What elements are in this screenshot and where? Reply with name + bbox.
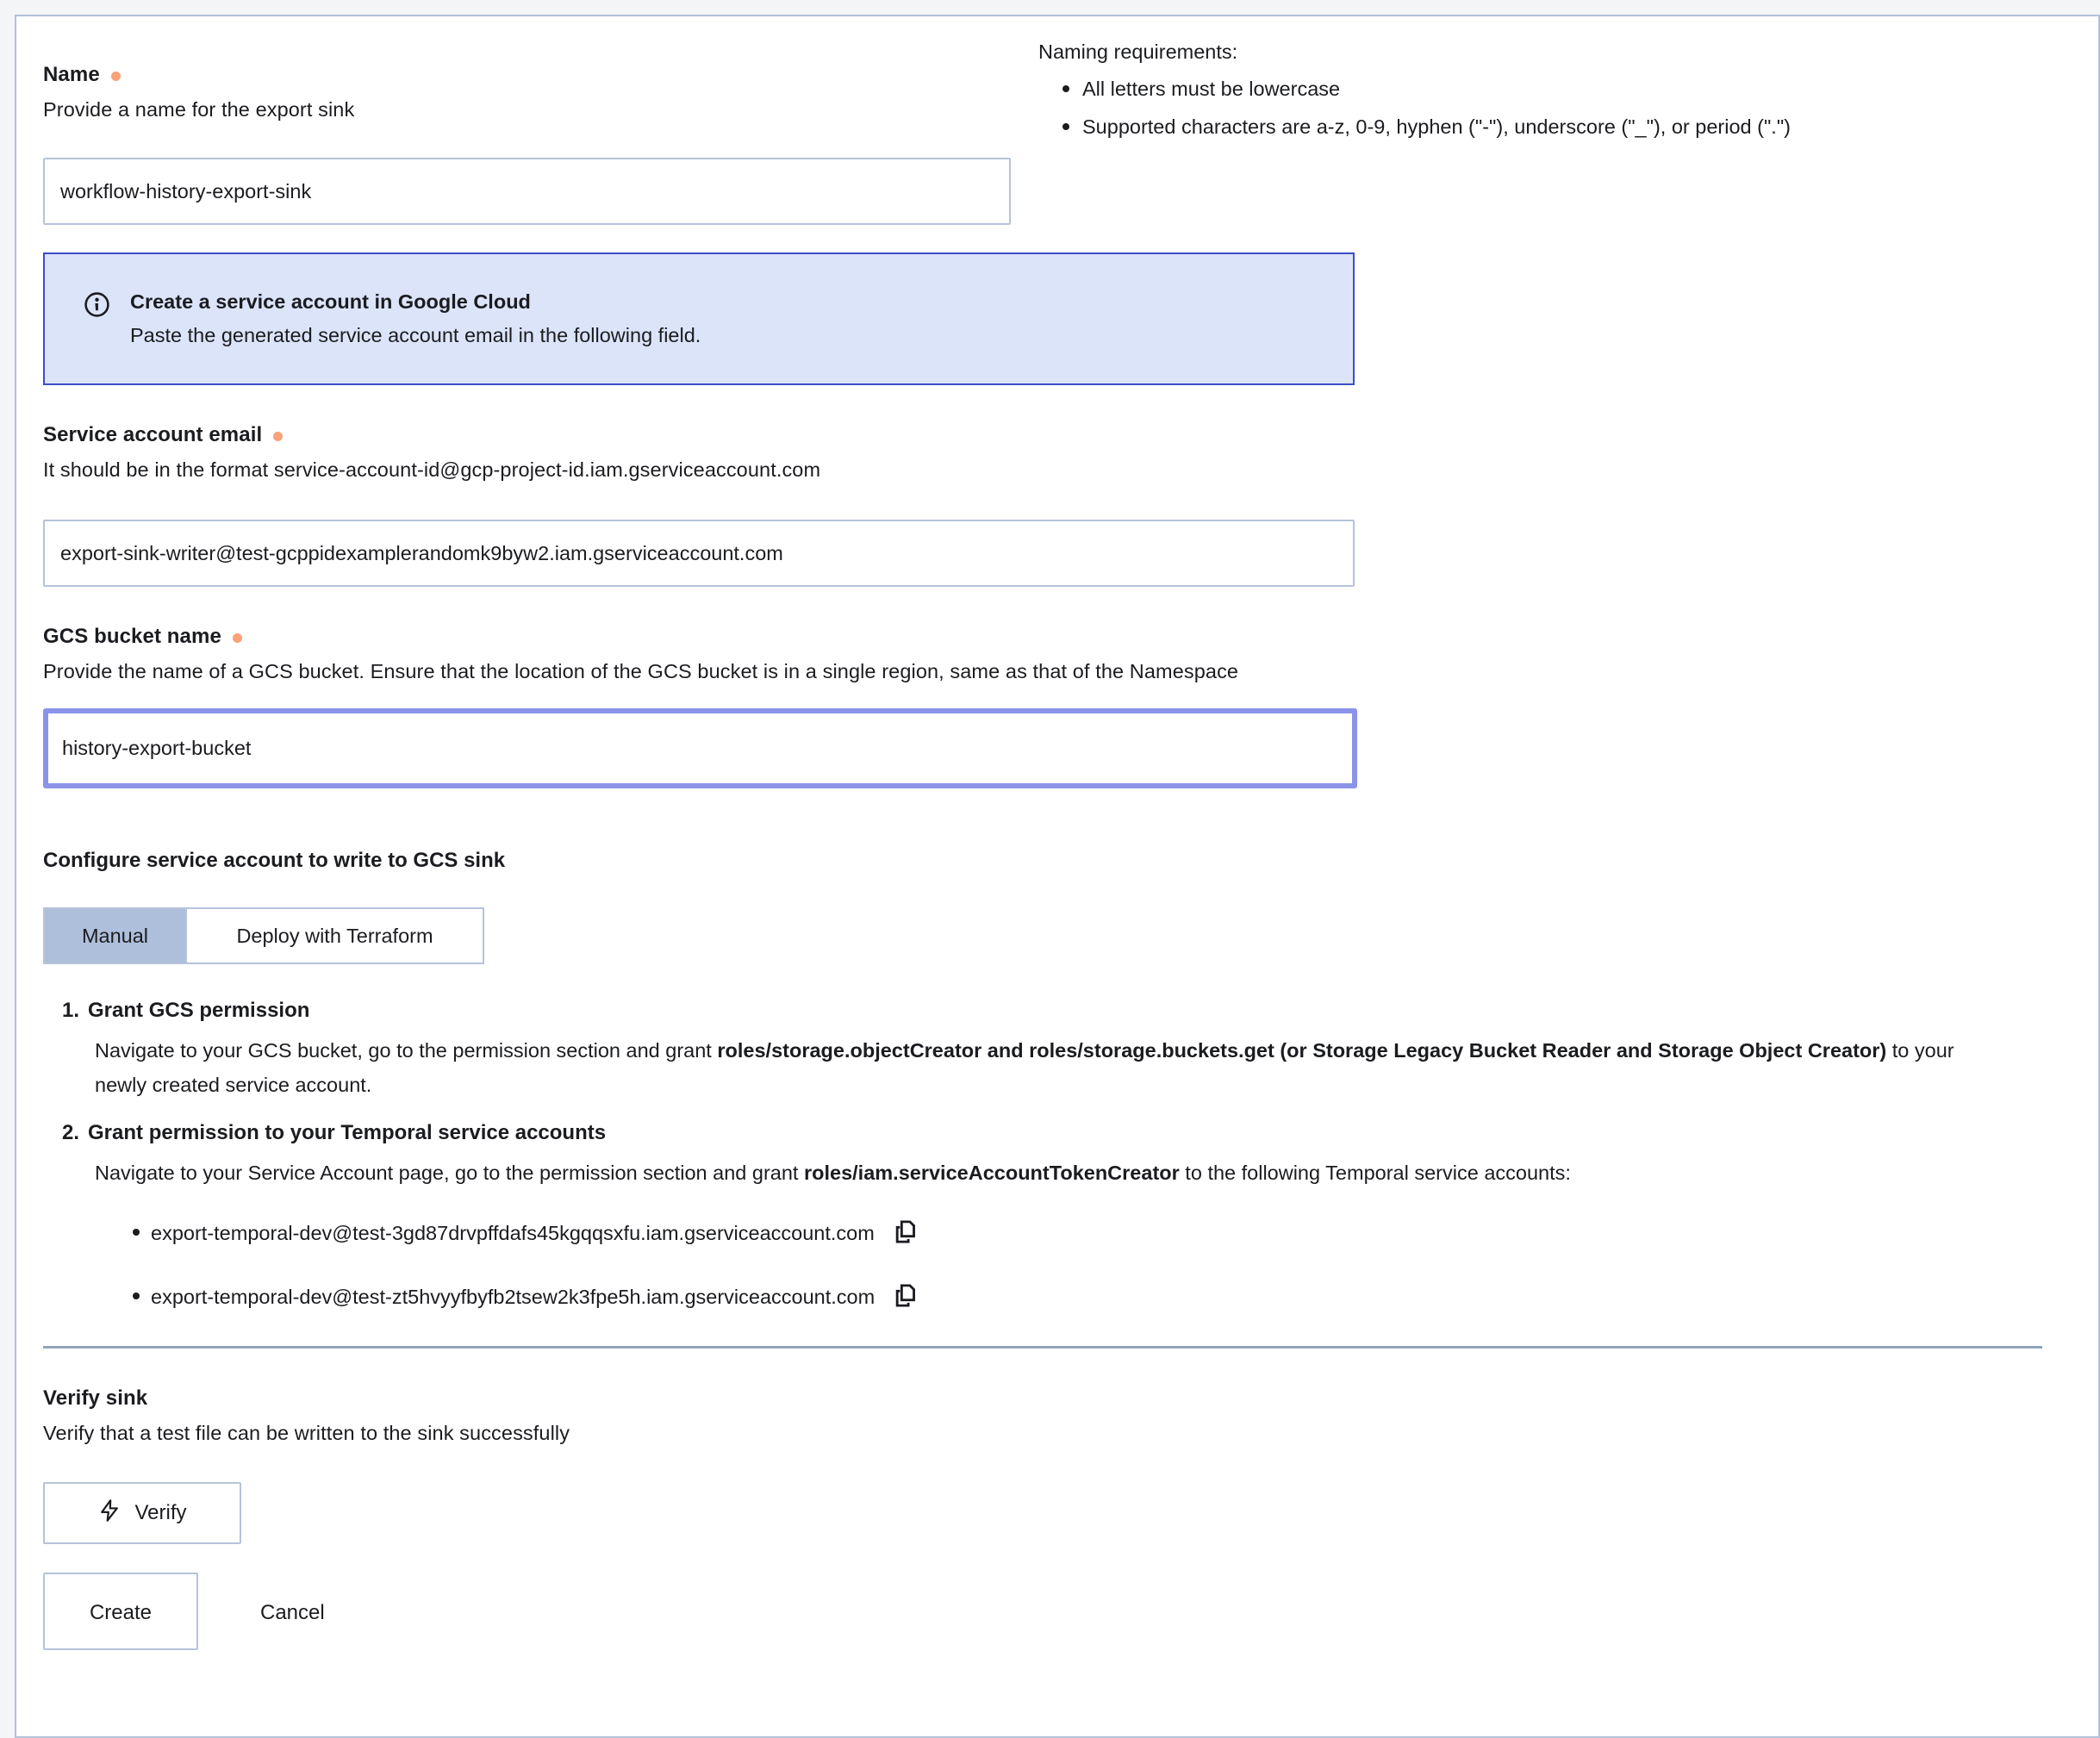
verify-sink-group (43, 1386, 2098, 1544)
name-field-group (43, 39, 1011, 225)
gcs-bucket-group (43, 625, 2098, 788)
naming-requirements-title: Naming requirements: (1038, 40, 1238, 63)
step-body: Navigate to your Service Account page, go to the permission section and grant roles/iam.serviceAccountTokenCreator to the following Temporal service accounts: (95, 1162, 1571, 1184)
step-body: Navigate to your GCS bucket, go to the permission section and grant roles/storage.objectCreator and roles/storage.buckets.get (or Storage Legacy Bucket Reader and Storage Object Creator) to your newly created service account. (95, 1039, 1954, 1096)
step-number: 2. (62, 1121, 80, 1144)
service-account-email-text: export-temporal-dev@test-zt5hvyyfbyfb2tsew2k3fpe5h.iam.gserviceaccount.com (151, 1285, 876, 1308)
bolt-icon (97, 1498, 122, 1529)
create-button[interactable]: Create (43, 1573, 198, 1650)
copy-button[interactable] (893, 1218, 919, 1248)
service-account-email-description: It should be in the format service-account-id@gcp-project-id.iam.gserviceaccount.com (43, 458, 821, 481)
list-item (151, 1282, 2098, 1311)
step-grant-temporal-permission (62, 1121, 2098, 1190)
gcs-bucket-description: Provide the name of a GCS bucket. Ensure that the location of the GCS bucket is in a single region, same as that of the Namespace (43, 660, 1239, 682)
info-icon (84, 290, 110, 347)
name-input[interactable] (43, 158, 1011, 225)
required-dot (111, 72, 121, 81)
service-account-email-text: export-temporal-dev@test-3gd87drvpffdafs45kgqqsxfu.iam.gserviceaccount.com (151, 1221, 875, 1244)
info-banner-description: Paste the generated service account email in the following field. (130, 324, 701, 346)
configure-tabs (43, 907, 484, 964)
step-number: 1. (62, 999, 80, 1022)
service-account-email-group (43, 423, 2098, 587)
verify-sink-title: Verify sink (43, 1386, 148, 1410)
copy-icon (893, 1282, 919, 1311)
step-title: Grant GCS permission (88, 999, 310, 1022)
gcs-bucket-label: GCS bucket name (43, 625, 221, 648)
list-item (151, 1218, 2098, 1248)
info-banner-title: Create a service account in Google Cloud (130, 290, 531, 313)
gcs-bucket-input-focus-ring (43, 708, 1357, 788)
cancel-button[interactable]: Cancel (243, 1573, 342, 1650)
top-row (43, 39, 2098, 225)
verify-button[interactable] (43, 1482, 241, 1544)
tab-deploy-with-terraform[interactable]: Deploy with Terraform (185, 909, 483, 962)
service-account-email-label: Service account email (43, 423, 263, 446)
info-banner (43, 252, 1355, 385)
verify-sink-description: Verify that a test file can be written to the sink successfully (43, 1422, 570, 1444)
gcs-bucket-input[interactable] (48, 713, 1352, 783)
required-dot (273, 432, 283, 441)
name-label: Name (43, 63, 100, 86)
verify-button-label: Verify (134, 1501, 187, 1524)
name-description: Provide a name for the export sink (43, 98, 355, 121)
naming-requirements (1011, 39, 2002, 225)
tab-manual[interactable]: Manual (45, 909, 185, 962)
step-grant-gcs-permission (62, 999, 2098, 1102)
naming-requirement-item: All letters must be lowercase (1062, 78, 2002, 101)
info-banner-text (130, 290, 701, 347)
step-title: Grant permission to your Temporal service accounts (88, 1121, 607, 1144)
form-actions (43, 1573, 2098, 1650)
copy-icon (893, 1218, 919, 1248)
naming-requirements-list (1038, 78, 2002, 139)
required-dot (233, 633, 242, 643)
service-account-email-input[interactable] (43, 520, 1355, 587)
copy-button[interactable] (893, 1282, 919, 1311)
naming-requirement-item: Supported characters are a-z, 0-9, hyphen ("-"), underscore ("_"), or period (".") (1062, 115, 2002, 139)
export-sink-form-card (15, 15, 2100, 1738)
section-divider (43, 1346, 2042, 1349)
temporal-service-account-list (43, 1218, 2098, 1311)
configure-section-title: Configure service account to write to GCS sink (43, 849, 506, 872)
